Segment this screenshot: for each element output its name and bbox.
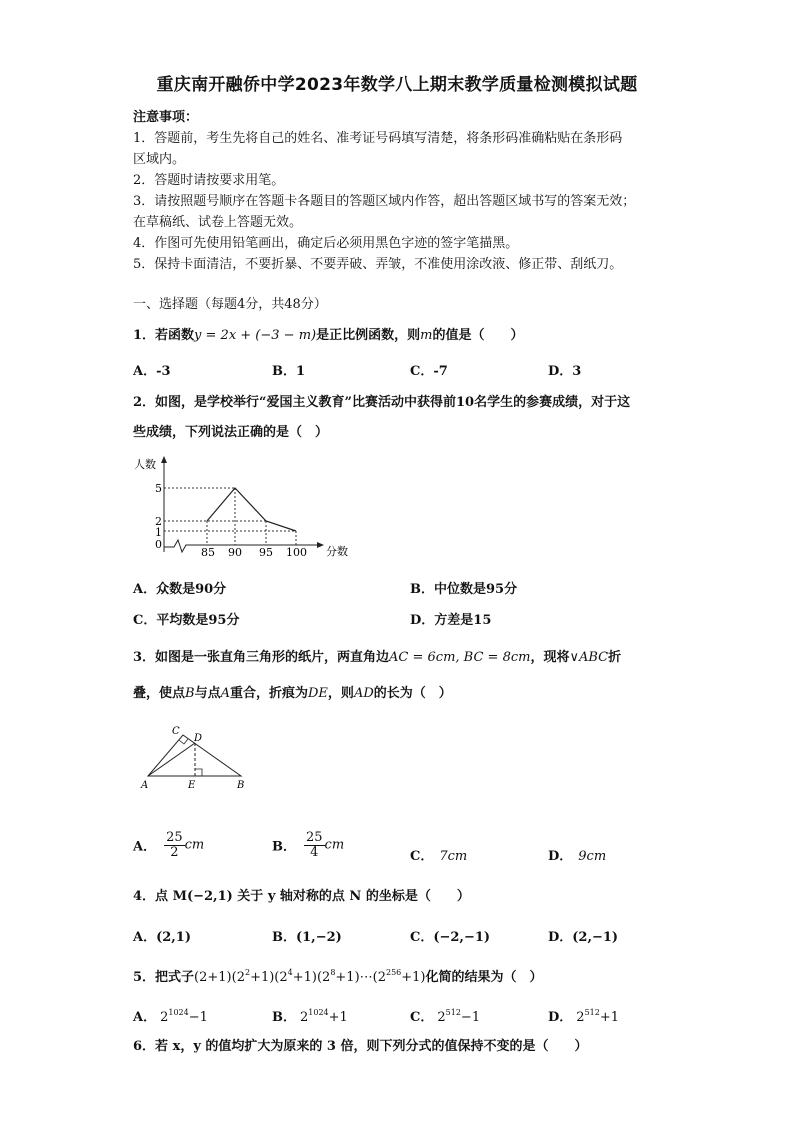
q3-option-c[interactable]: [410, 845, 467, 864]
q3-text: 3．如图是一张直角三角形的纸片，两直角边: [133, 650, 390, 665]
tail: +1: [599, 1010, 620, 1025]
unit: cm: [324, 837, 345, 853]
question-2-line2: 些成绩，下列说法正确的是（ ）: [133, 425, 329, 440]
option-label: A．: [133, 839, 157, 855]
q2-option-d[interactable]: D．方差是15: [410, 613, 492, 628]
question-4: 4．点 M(−2,1) 关于 y 轴对称的点 N 的坐标是（ ）: [133, 889, 470, 904]
notice-item: 4．作图可先使用铅笔画出，确定后必须用黑色字迹的签字笔描黑。: [133, 236, 519, 251]
q3-text: ，则: [327, 686, 354, 701]
notice-item: 5．保持卡面清洁，不要折暴、不要弄破、弄皱，不准使用涂改液、修正带、刮纸刀。: [133, 257, 623, 272]
q4-option-b[interactable]: B．(1,−2): [272, 930, 342, 945]
denominator: 4: [310, 844, 319, 860]
exponent: 512: [584, 1008, 600, 1017]
q3-text: 与点: [194, 686, 221, 701]
q4-option-a[interactable]: A．(2,1): [133, 930, 192, 945]
q5-suffix: 化简的结果为（ ）: [425, 970, 543, 985]
q1-option-d[interactable]: D．3: [548, 364, 582, 379]
right-angle-c: [179, 739, 188, 744]
notice-heading: 注意事项：: [133, 110, 199, 125]
right-angle-e: [195, 769, 202, 776]
q3-math: AD: [353, 686, 374, 701]
exponent: 4: [287, 968, 293, 977]
x-tick: 85: [201, 546, 215, 559]
label-e: E: [188, 780, 196, 791]
q2-option-c[interactable]: C．平均数是95分: [133, 613, 240, 628]
exponent: 2: [244, 968, 251, 977]
question-2-line1: 2．如图，是学校举行“爱国主义教育”比赛活动中获得前10名学生的参赛成绩，对于这: [133, 395, 631, 410]
q1-option-c[interactable]: C．-7: [410, 364, 448, 379]
base: 2: [437, 1010, 446, 1025]
x-tick: 95: [259, 546, 273, 559]
y-axis-arrow: [161, 456, 167, 463]
y-axis-label: 人数: [134, 458, 156, 471]
q2-line-chart: [128, 452, 358, 564]
q1-formula: y = 2x + (−3 − m): [194, 328, 317, 343]
label-c: C: [172, 726, 180, 737]
q4-option-d[interactable]: D．(2,−1): [548, 930, 619, 945]
q3-math: B: [185, 686, 195, 701]
base: 2: [576, 1010, 585, 1025]
q3-text: ，现将: [530, 650, 570, 665]
question-6: 6．若 x，y 的值均扩大为原来的 3 倍，则下列分式的值保持不变的是（ ）: [133, 1039, 588, 1054]
y-tick: 1: [155, 526, 162, 539]
q3-math: DE: [308, 686, 328, 701]
notice-item: 在草稿纸、试卷上答题无效。: [133, 215, 303, 230]
q5-option-a[interactable]: [133, 1006, 208, 1025]
q3-option-a[interactable]: [133, 831, 204, 859]
exponent: 512: [445, 1008, 461, 1017]
option-label: A．: [133, 1010, 157, 1025]
base: 2: [160, 1010, 169, 1025]
option-value: 7cm: [439, 849, 468, 864]
q5-expression: $(2+1)(2^2+1)(2^4+1)(2^8+1)\cdots(2^{256}+1)$: [194, 968, 426, 985]
fraction: [304, 831, 325, 859]
option-label: C．: [410, 1010, 434, 1025]
y-tick: 2: [155, 515, 162, 528]
page-title: 重庆南开融侨中学2023年数学八上期末教学质量检测模拟试题: [156, 75, 638, 95]
q1-var: m: [420, 328, 433, 343]
exponent: 1024: [168, 1008, 189, 1017]
x-axis-arrow: [317, 542, 324, 548]
q3-math: AC = 6cm, BC = 8cm: [389, 650, 531, 665]
question-3-line2: [133, 682, 452, 701]
q1-prefix: 1．若函数: [133, 328, 195, 343]
numerator: 25: [306, 830, 323, 845]
label-d: D: [194, 733, 203, 744]
q3-triangle-figure: [138, 722, 258, 794]
base: 2: [300, 1010, 309, 1025]
q1-option-b[interactable]: B．1: [272, 364, 306, 379]
q3-option-b[interactable]: [272, 831, 344, 859]
y-tick: 5: [155, 482, 162, 495]
q5-option-d[interactable]: [548, 1006, 619, 1025]
option-label: D．: [548, 849, 573, 864]
q1-suffix: 的值是（ ）: [432, 328, 524, 343]
option-label: B．: [272, 839, 296, 855]
x-tick: 90: [228, 546, 242, 559]
notice-item: 1．答题前，考生先将自己的姓名、准考证号码填写清楚，将条形码准确粘贴在条形码: [133, 131, 623, 146]
q5-prefix: 5．把式子: [133, 970, 195, 985]
q4-option-c[interactable]: C．(−2,−1): [410, 930, 491, 945]
question-3-line1: [133, 646, 621, 665]
q5-option-c[interactable]: [410, 1006, 480, 1025]
q5-option-b[interactable]: [272, 1006, 348, 1025]
q3-text: 叠，使点: [133, 686, 186, 701]
exponent: 8: [330, 968, 336, 977]
exponent: 256: [385, 968, 402, 977]
tail: −1: [460, 1010, 481, 1025]
x-axis-label: 分数: [326, 545, 348, 558]
frequency-line: [207, 488, 296, 531]
numerator: 25: [166, 830, 183, 845]
x-tick: 100: [286, 546, 307, 559]
section-heading: 一、选择题（每题4分，共48分）: [133, 297, 327, 312]
notice-item: 2．答题时请按要求用笔。: [133, 173, 285, 188]
q2-option-b[interactable]: B．中位数是95分: [410, 582, 518, 597]
option-value: 9cm: [578, 849, 607, 864]
q3-text: 折: [608, 650, 622, 665]
tail: −1: [188, 1010, 208, 1025]
question-1: [133, 324, 523, 343]
q1-mid: 是正比例函数，则: [316, 328, 421, 343]
q3-text: 重合，折痕为: [229, 686, 308, 701]
y-tick: 0: [155, 538, 162, 551]
denominator: 2: [170, 844, 179, 860]
q2-option-a[interactable]: A．众数是90分: [133, 582, 227, 597]
fraction: [164, 831, 185, 859]
exponent: 1024: [308, 1008, 329, 1017]
tail: +1: [328, 1010, 348, 1025]
option-label: C．: [410, 849, 434, 864]
label-a: A: [141, 780, 149, 791]
question-5: [133, 966, 543, 985]
label-b: B: [237, 780, 245, 791]
q1-option-a[interactable]: A．-3: [133, 364, 171, 379]
q3-math: A: [220, 686, 230, 701]
q3-option-d[interactable]: [548, 845, 606, 864]
option-label: D．: [548, 1010, 573, 1025]
option-label: B．: [272, 1010, 296, 1025]
notice-item: 3．请按照题号顺序在答题卡各题目的答题区域内作答，超出答题区域书写的答案无效；: [133, 194, 636, 209]
unit: cm: [184, 837, 205, 853]
q3-math: ∨ABC: [569, 650, 609, 665]
q3-text: 的长为（ ）: [373, 686, 452, 701]
notice-item: 区域内。: [133, 152, 186, 167]
